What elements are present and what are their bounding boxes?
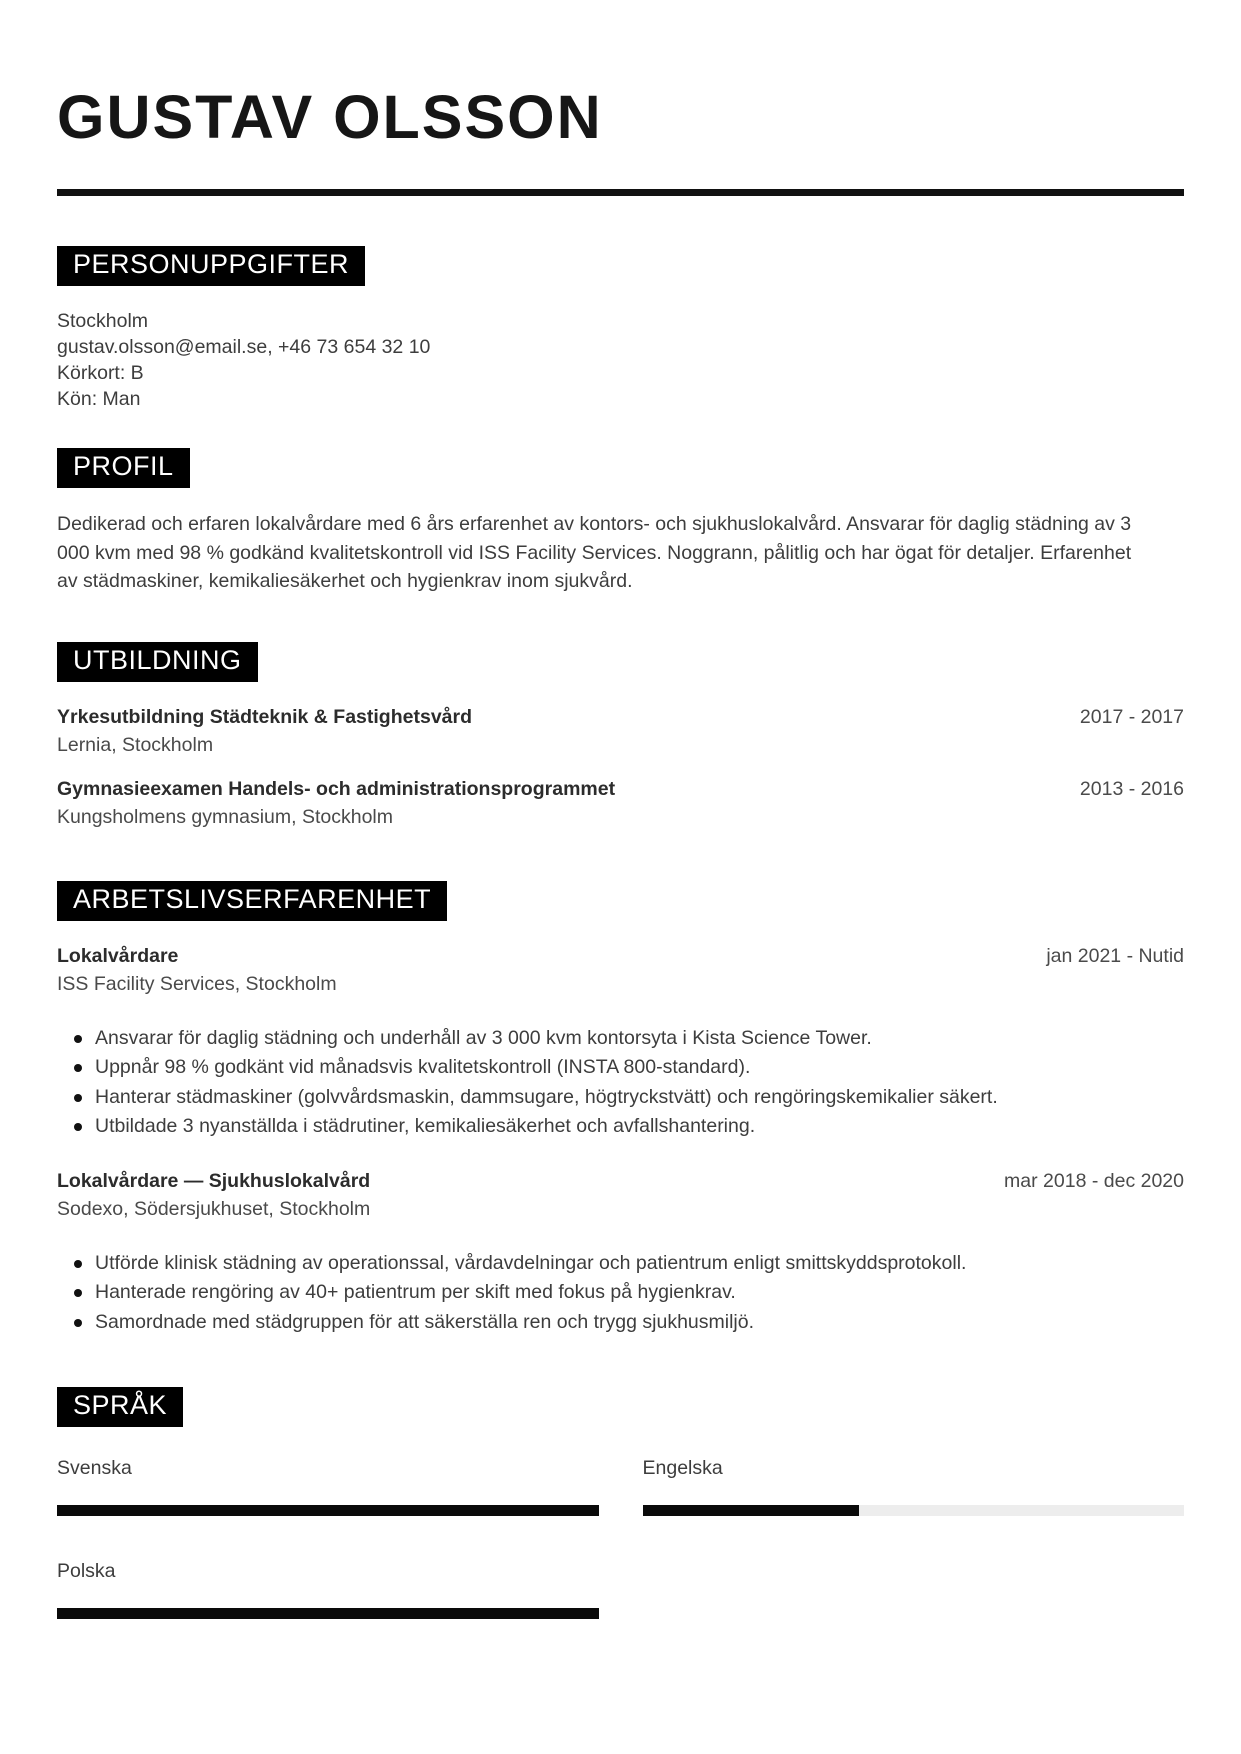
education-entry [57,778,1184,829]
job-entry-head [57,945,1184,968]
language-level-bar [57,1505,599,1516]
job-dates: mar 2018 - dec 2020 [1004,1169,1184,1192]
language-level-bar [57,1608,599,1619]
bullet-item: Ansvarar för daglig städning och underhåll av 3 000 kvm kontorsyta i Kista Science Tower. [95,1024,1105,1054]
education-entry [57,706,1184,757]
school-name: Kungsholmens gymnasium, Stockholm [57,805,393,828]
bullet-item: Utbildade 3 nyanställda i städrutiner, kemikaliesäkerhet och avfallshantering. [95,1112,1105,1142]
language-item [643,1457,1185,1516]
profile-summary: Dedikerad och erfaren lokalvårdare med 6 års erfarenhet av kontors- och sjukhuslokalvård. Ansvarar för daglig städning av 3 000 kvm med 98 % godkänd kvalitetskontroll vid ISS Facility Services. Noggrann, pålitlig och har ögat för detaljer. Erfarenhet av städmaskiner, kemikaliesäkerhet och hygienkrav inom sjukvård. [57,513,1132,593]
section-experience [57,881,1184,1338]
school-name: Lernia, Stockholm [57,733,214,756]
section-header-experience: ARBETSLIVSERFARENHET [57,881,447,921]
job-entry [57,1170,1184,1338]
language-level-fill [57,1608,599,1619]
job-role: Lokalvårdare [57,944,179,967]
language-name: Svenska [57,1457,132,1480]
section-header-personal: PERSONUPPGIFTER [57,246,365,286]
job-bullets [57,1024,1184,1142]
bullet-item: Hanterade rengöring av 40+ patientrum per skift med fokus på hygienkrav. [95,1278,1105,1308]
degree-dates: 2017 - 2017 [1079,705,1184,728]
job-entry [57,945,1184,1142]
section-header-languages: SPRÅK [57,1387,183,1427]
language-name: Engelska [642,1457,723,1480]
contact-license: Körkort: B [57,362,144,385]
language-level-fill [57,1505,599,1516]
job-dates: jan 2021 - Nutid [1046,944,1184,967]
bullet-item: Utförde klinisk städning av operationssal, vårdavdelningar och patientrum enligt smittskyddsprotokoll. [95,1249,1105,1279]
job-bullets [57,1249,1184,1338]
job-entry-head [57,1170,1184,1193]
contact-info [57,308,1184,412]
section-education [57,642,1184,829]
education-entry-head [57,778,1184,801]
education-entry-head [57,706,1184,729]
contact-gender: Kön: Man [57,388,141,411]
contact-city: Stockholm [57,310,149,333]
bullet-item: Samordnade med städgruppen för att säkerställa ren och trygg sjukhusmiljö. [95,1308,1105,1338]
language-item [57,1457,599,1516]
language-level-fill [643,1505,860,1516]
section-header-education: UTBILDNING [57,642,258,682]
degree-title: Gymnasieexamen Handels- och administrationsprogrammet [57,777,616,800]
degree-title: Yrkesutbildning Städteknik & Fastighetsvård [57,705,473,728]
bullet-item: Uppnår 98 % godkänt vid månadsvis kvalitetskontroll (INSTA 800-standard). [95,1053,1105,1083]
contact-email-phone: gustav.olsson@email.se, +46 73 654 32 10 [57,336,431,359]
section-profile [57,448,1184,596]
job-employer: ISS Facility Services, Stockholm [57,972,337,995]
page-title: GUSTAV OLSSON [57,83,603,151]
degree-dates: 2013 - 2016 [1079,777,1184,800]
section-personal [57,246,1184,412]
language-level-bar [643,1505,1185,1516]
job-employer: Sodexo, Södersjukhuset, Stockholm [57,1197,371,1220]
language-item [57,1560,599,1619]
language-name: Polska [57,1560,116,1583]
title-divider [57,189,1184,196]
job-role: Lokalvårdare — Sjukhuslokalvård [57,1169,371,1192]
languages-grid [57,1457,1184,1619]
section-languages [57,1387,1184,1619]
section-header-profile: PROFIL [57,448,190,488]
bullet-item: Hanterar städmaskiner (golvvårdsmaskin, dammsugare, högtryckstvätt) och rengöringskemikalier säkert. [95,1083,1105,1113]
